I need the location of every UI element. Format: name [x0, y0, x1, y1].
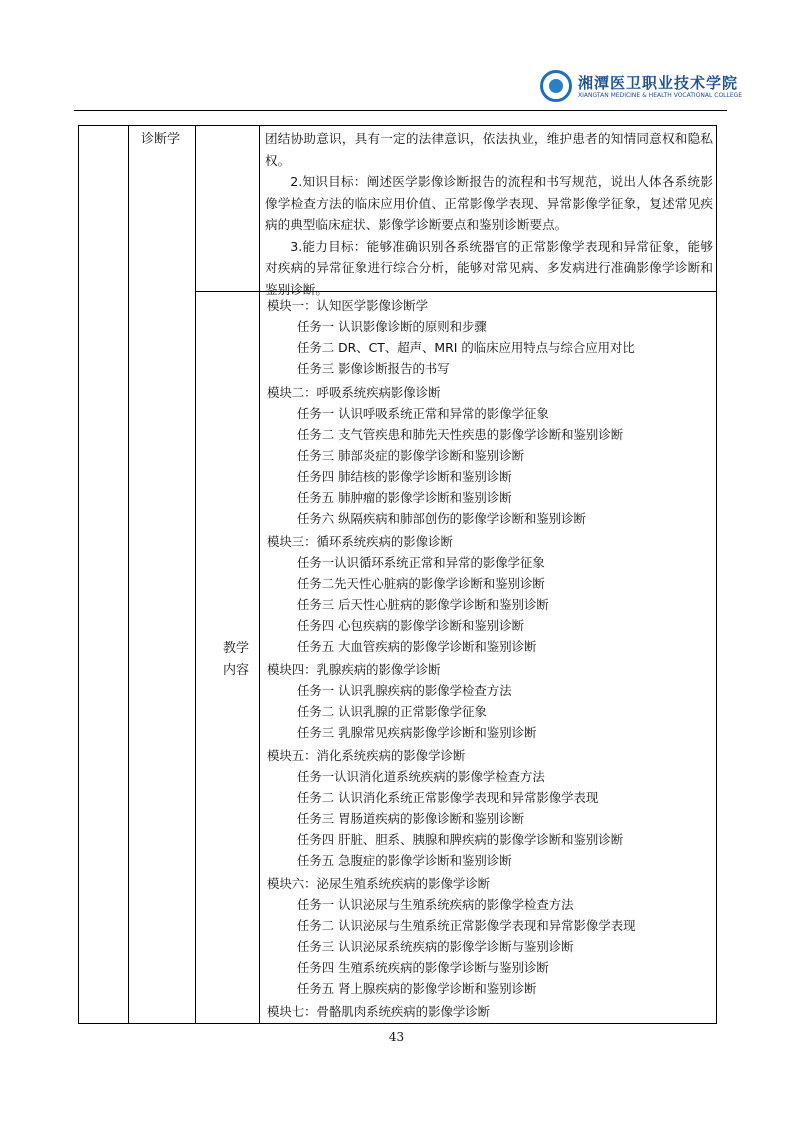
objective-text: 3.能力目标：能够准确识别各系统器官的正常影像学表现和异常征象，能够对疾病的异常征象进行综合分析，能够对常见病、多发病进行准确影像学诊断和鉴别诊断。: [265, 238, 713, 297]
module-title: 模块五：消化系统疾病的影像学诊断: [267, 748, 466, 763]
task-item: 任务四 生殖系统疾病的影像学诊断与鉴别诊断: [297, 960, 549, 975]
task-item: 任务二先天性心脏病的影像学诊断和鉴别诊断: [297, 576, 545, 591]
school-name-cn: 湘潭医卫职业技术学院: [578, 74, 739, 92]
page-header: [0, 0, 793, 112]
content-label-line: 内容: [222, 663, 249, 678]
task-item: 任务六 纵隔疾病和肺部创伤的影像学诊断和鉴别诊断: [297, 511, 586, 526]
module-title: 模块七：骨骼肌肉系统疾病的影像学诊断: [267, 1004, 491, 1019]
course-name: 诊断学: [141, 132, 181, 147]
task-item: 任务五 急腹症的影像学诊断和鉴别诊断: [297, 853, 512, 868]
module-title: 模块四：乳腺疾病的影像学诊断: [267, 662, 441, 677]
content-label: [196, 638, 276, 682]
task-item: 任务五 肺肿瘤的影像学诊断和鉴别诊断: [297, 490, 512, 505]
table-divider: [259, 126, 260, 1023]
task-item: 任务一 认识乳腺疾病的影像学检查方法: [297, 683, 512, 698]
task-item: 任务一 认识泌尿与生殖系统疾病的影像学检查方法: [297, 897, 574, 912]
module-title: 模块六：泌尿生殖系统疾病的影像学诊断: [267, 876, 491, 891]
table-divider: [128, 126, 129, 1023]
table-divider: [195, 126, 196, 1023]
task-item: 任务二 认识乳腺的正常影像学征象: [297, 704, 487, 719]
module-title: 模块三：循环系统疾病的影像诊断: [267, 534, 453, 549]
course-table: [78, 125, 717, 1024]
task-item: 任务一 认识呼吸系统正常和异常的影像学征象: [297, 406, 549, 421]
task-item: 任务二 认识消化系统正常影像学表现和异常影像学表现: [297, 790, 599, 805]
header-rule: [74, 110, 727, 111]
task-item: 任务四 肝脏、胆系、胰腺和脾疾病的影像学诊断和鉴别诊断: [297, 832, 624, 847]
task-item: 任务三 肺部炎症的影像学诊断和鉴别诊断: [297, 448, 524, 463]
task-item: 任务一认识消化道系统疾病的影像学检查方法: [297, 769, 545, 784]
task-item: 任务二 DR、CT、超声、MRI 的临床应用特点与综合应用对比: [297, 340, 635, 355]
task-item: 任务三 影像诊断报告的书写: [297, 361, 450, 376]
content-label-line: 教学: [222, 641, 249, 656]
objectives-cell: [265, 128, 713, 300]
task-item: 任务三 乳腺常见疾病影像学诊断和鉴别诊断: [297, 725, 537, 740]
school-name-en: XIANGTAN MEDICINE & HEALTH VOCATIONAL COLLEGE: [578, 92, 743, 99]
task-item: 任务五 肾上腺疾病的影像学诊断和鉴别诊断: [297, 981, 537, 996]
task-item: 任务一 认识影像诊断的原则和步骤: [297, 319, 487, 334]
task-item: 任务二 认识泌尿与生殖系统正常影像学表现和异常影像学表现: [297, 918, 636, 933]
teaching-content: [267, 295, 715, 1022]
module-title: 模块一：认知医学影像诊断学: [267, 298, 429, 313]
task-item: 任务三 认识泌尿系统疾病的影像学诊断与鉴别诊断: [297, 939, 574, 954]
page-number: 43: [388, 1030, 405, 1044]
school-logo-icon: [540, 70, 572, 102]
task-item: 任务五 大血管疾病的影像学诊断和鉴别诊断: [297, 639, 537, 654]
task-item: 任务四 肺结核的影像学诊断和鉴别诊断: [297, 469, 512, 484]
objective-text: 团结协助意识，具有一定的法律意识，依法执业，维护患者的知情同意权和隐私权。: [265, 131, 713, 168]
task-item: 任务三 胃肠道疾病的影像诊断和鉴别诊断: [297, 811, 524, 826]
objective-text: 2.知识目标：阐述医学影像诊断报告的流程和书写规范，说出人体各系统影像学检查方法的临床应用价值、正常影像学表现、异常影像学征象，复述常见疾病的典型临床症状、影像学诊断要点和鉴别诊断要点。: [265, 174, 713, 232]
module-title: 模块二：呼吸系统疾病影像诊断: [267, 385, 441, 400]
task-item: 任务四 心包疾病的影像学诊断和鉴别诊断: [297, 618, 524, 633]
task-item: 任务一认识循环系统正常和异常的影像学征象: [297, 555, 545, 570]
task-item: 任务三 后天性心脏病的影像学诊断和鉴别诊断: [297, 597, 549, 612]
task-item: 任务二 支气管疾患和肺先天性疾患的影像学诊断和鉴别诊断: [297, 427, 624, 442]
